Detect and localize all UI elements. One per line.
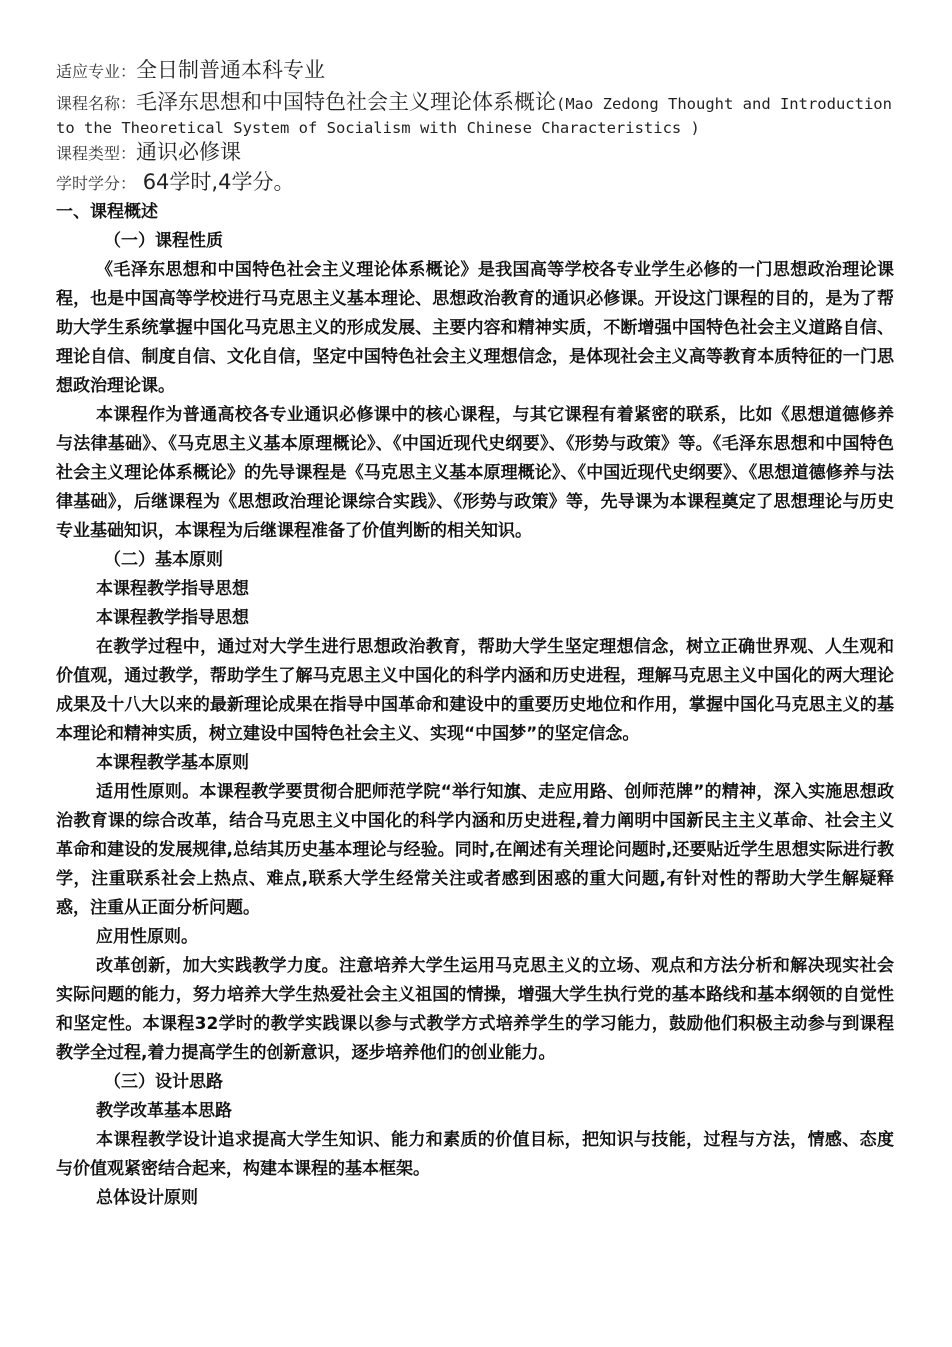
subsection-heading: （二）基本原则: [104, 550, 223, 570]
topic-heading: 总体设计原则: [96, 1188, 198, 1208]
topic-heading: 教学改革基本思路: [96, 1101, 232, 1121]
type-value: 通识必修课: [136, 140, 242, 164]
topic-heading: 本课程教学基本原则: [96, 753, 249, 773]
paragraph: 本课程教学设计追求提高大学生知识、能力和素质的价值目标，把知识与技能，过程与方法，情感、态度与价值观紧密结合起来，构建本课程的基本框架。: [56, 1130, 894, 1179]
topic-heading: 本课程教学指导思想: [96, 579, 249, 599]
subsection-heading: （三）设计思路: [104, 1072, 223, 1092]
hours-credits-line: [56, 168, 294, 198]
topic-heading: 应用性原则。: [96, 927, 198, 947]
hours-label: 学时学分：: [56, 174, 137, 193]
section-heading: 一、课程概述: [56, 202, 158, 222]
course-type-line: [56, 138, 241, 168]
major-label: 适应专业：: [56, 62, 137, 81]
course-name-line: [56, 90, 894, 140]
topic-heading: 本课程教学指导思想: [96, 608, 249, 628]
major-line: [56, 56, 325, 86]
course-value-cn: 毛泽东思想和中国特色社会主义理论体系概论: [136, 90, 557, 114]
major-value: 全日制普通本科专业: [136, 58, 326, 82]
paragraph: 本课程作为普通高校各专业通识必修课中的核心课程，与其它课程有着紧密的联系，比如《思想道德修养与法律基础》、《马克思主义基本原理概论》、《中国近现代史纲要》、《形势与政策》等。《毛泽东思想和中国特色社会主义理论体系概论》的先导课程是《马克思主义基本原理概论》、《中国近现代史纲要》、《思想道德修养与法律基础》，后继课程为《思想政治理论课综合实践》、《形势与政策》等，先导课为本课程奠定了思想理论与历史专业基础知识，本课程为后继课程准备了价值判断的相关知识。: [56, 405, 894, 541]
course-label: 课程名称：: [56, 94, 137, 113]
hours-value: 64学时,4学分。: [136, 170, 295, 194]
course-value-en: (Mao Zedong Thought and Introduction to the Theoretical System of Socialism with Chinese Characteristics ): [56, 95, 892, 137]
paragraph: 在教学过程中，通过对大学生进行思想政治教育，帮助大学生坚定理想信念，树立正确世界观、人生观和价值观，通过教学，帮助学生了解马克思主义中国化的科学内涵和历史进程，理解马克思主义中国化的两大理论成果及十八大以来的最新理论成果在指导中国革命和建设中的重要历史地位和作用，掌握中国化马克思主义的基本理论和精神实质，树立建设中国特色社会主义、实现“中国梦”的坚定信念。: [56, 637, 894, 744]
paragraph: 改革创新，加大实践教学力度。注意培养大学生运用马克思主义的立场、观点和方法分析和解决现实社会实际问题的能力，努力培养大学生热爱社会主义祖国的情操，增强大学生执行党的基本路线和基本纲领的自觉性和坚定性。本课程32学时的教学实践课以参与式教学方式培养学生的学习能力，鼓励他们积极主动参与到课程教学全过程,着力提高学生的创新意识，逐步培养他们的创业能力。: [56, 956, 894, 1063]
type-label: 课程类型：: [56, 144, 137, 163]
document-body: [56, 198, 894, 1213]
paragraph: 适用性原则。本课程教学要贯彻合肥师范学院“举行知旗、走应用路、创师范牌”的精神，深入实施思想政治教育课的综合改革，结合马克思主义中国化的科学内涵和历史进程,着力阐明中国新民主主义革命、社会主义革命和建设的发展规律,总结其历史基本理论与经验。同时,在阐述有关理论问题时,还要贴近学生思想实际进行教学，注重联系社会上热点、难点,联系大学生经常关注或者感到困惑的重大问题,有针对性的帮助大学生解疑释惑，注重从正面分析问题。: [56, 782, 894, 918]
paragraph: 《毛泽东思想和中国特色社会主义理论体系概论》是我国高等学校各专业学生必修的一门思想政治理论课程，也是中国高等学校进行马克思主义基本理论、思想政治教育的通识必修课。开设这门课程的目的，是为了帮助大学生系统掌握中国化马克思主义的形成发展、主要内容和精神实质，不断增强中国特色社会主义道路自信、理论自信、制度自信、文化自信，坚定中国特色社会主义理想信念，是体现社会主义高等教育本质特征的一门思想政治理论课。: [56, 260, 894, 396]
subsection-heading: （一）课程性质: [104, 231, 223, 251]
